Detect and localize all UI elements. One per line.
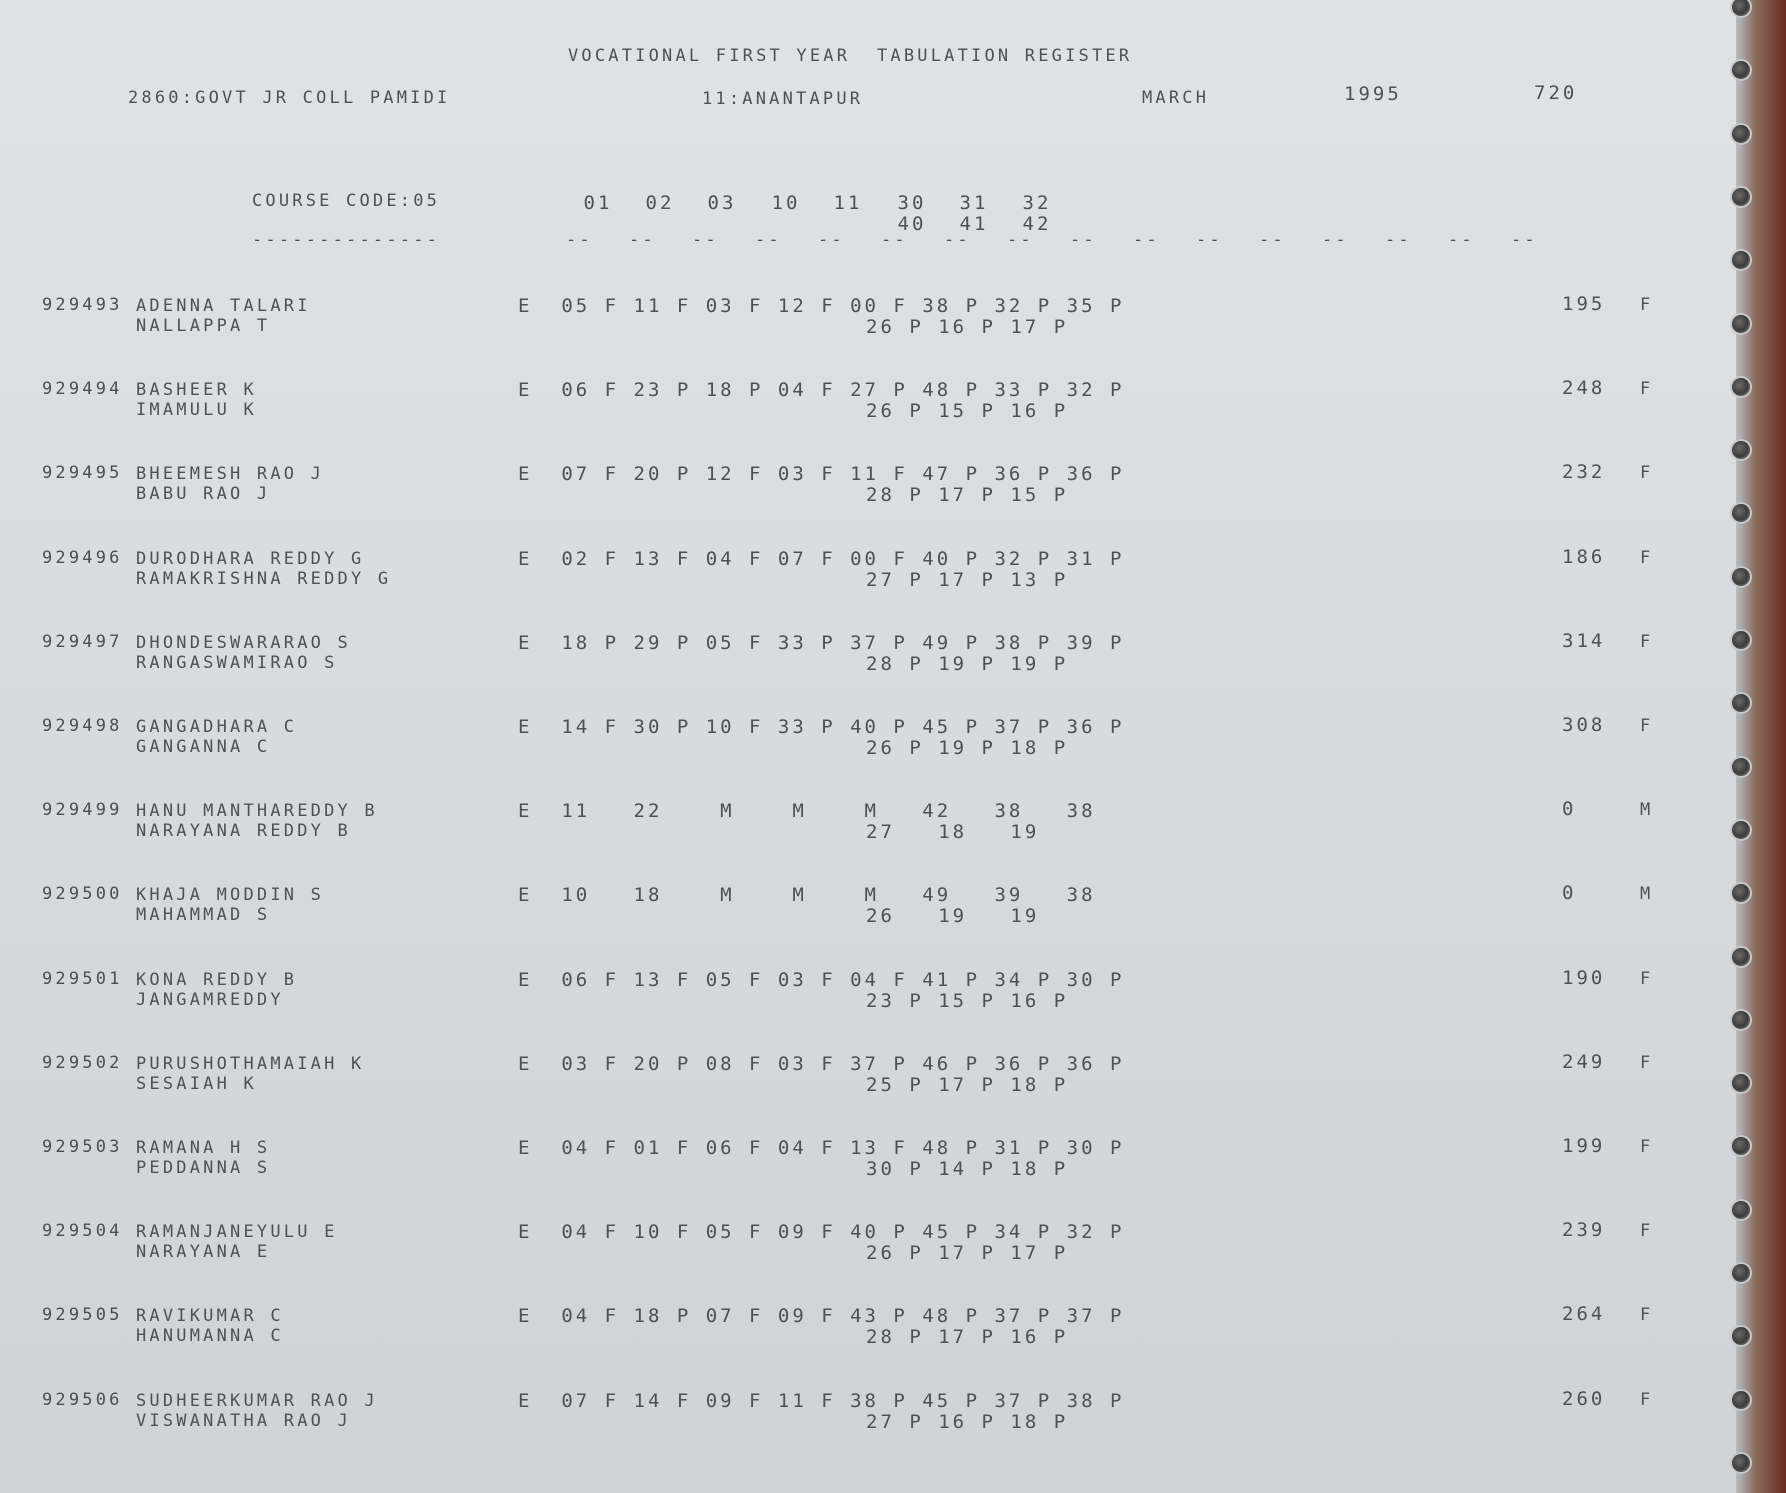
binder-hole bbox=[1732, 1201, 1750, 1219]
marks-line-2: 30 P 14 P 18 P bbox=[866, 1158, 1069, 1180]
total-marks: 199 bbox=[1562, 1135, 1606, 1157]
binder-hole bbox=[1732, 1454, 1750, 1472]
marks-line-2: 26 P 16 P 17 P bbox=[866, 316, 1069, 338]
result-code: M bbox=[1640, 800, 1654, 821]
roll-number: 929504 bbox=[42, 1221, 123, 1242]
college-name: 2860:GOVT JR COLL PAMIDI bbox=[128, 88, 451, 108]
binder-hole bbox=[1732, 821, 1750, 839]
marks-line-1: E 04 F 18 P 07 F 09 F 43 P 48 P 37 P 37 P bbox=[518, 1305, 1125, 1328]
exam-month: MARCH bbox=[1142, 88, 1210, 108]
binder-hole bbox=[1732, 188, 1750, 206]
result-code: F bbox=[1640, 547, 1654, 568]
marks-line-2: 26 19 19 bbox=[866, 905, 1040, 928]
total-marks: 239 bbox=[1562, 1219, 1606, 1242]
result-code: F bbox=[1640, 1137, 1654, 1157]
column-dash: -- bbox=[755, 230, 782, 250]
marks-line-1: E 10 18 M M M 49 39 38 bbox=[518, 884, 1096, 907]
total-marks: 0 bbox=[1562, 882, 1577, 905]
result-code: F bbox=[1640, 631, 1654, 652]
roll-number: 929500 bbox=[42, 884, 123, 905]
student-name: DURODHARA REDDY G bbox=[136, 548, 365, 569]
column-dash: -- bbox=[1070, 230, 1097, 250]
student-name: GANGADHARA C bbox=[136, 717, 298, 737]
student-name: BHEEMESH RAO J bbox=[136, 464, 325, 485]
father-name: SESAIAH K bbox=[136, 1073, 257, 1094]
marks-line-2: 28 P 17 P 16 P bbox=[866, 1326, 1069, 1349]
subject-code: 01 bbox=[583, 192, 613, 214]
marks-line-1: E 05 F 11 F 03 F 12 F 00 F 38 P 32 P 35 P bbox=[518, 295, 1125, 317]
marks-line-2: 26 P 15 P 16 P bbox=[866, 400, 1069, 423]
subject-code: 10 bbox=[771, 192, 801, 214]
father-name: HANUMANNA C bbox=[136, 1326, 284, 1347]
subject-code: 30 bbox=[897, 192, 927, 214]
marks-line-2: 28 P 17 P 15 P bbox=[866, 484, 1069, 507]
subject-code-sub: 41 bbox=[959, 213, 989, 235]
marks-line-1: E 04 F 01 F 06 F 04 F 13 F 48 P 31 P 30 P bbox=[518, 1137, 1125, 1159]
roll-number: 929496 bbox=[42, 547, 123, 568]
column-dash: -- bbox=[692, 230, 719, 250]
student-name: HANU MANTHAREDDY B bbox=[136, 801, 378, 822]
father-name: IMAMULU K bbox=[136, 400, 257, 421]
total-marks: 0 bbox=[1562, 798, 1577, 821]
column-dash: -- bbox=[1385, 230, 1412, 250]
marks-line-2: 26 P 19 P 18 P bbox=[866, 737, 1069, 759]
subject-code: 03 bbox=[707, 192, 737, 214]
result-code: F bbox=[1640, 1305, 1654, 1326]
father-name: RAMAKRISHNA REDDY G bbox=[136, 568, 392, 589]
roll-number: 929502 bbox=[42, 1052, 123, 1073]
subject-code-sub: 40 bbox=[897, 213, 927, 235]
binder-hole bbox=[1732, 125, 1750, 143]
roll-number: 929505 bbox=[42, 1305, 123, 1326]
total-marks: 248 bbox=[1562, 377, 1606, 400]
column-dash: -- bbox=[566, 230, 593, 250]
roll-number: 929501 bbox=[42, 968, 123, 989]
total-marks: 264 bbox=[1562, 1303, 1606, 1326]
student-name: RAMANJANEYULU E bbox=[136, 1222, 338, 1243]
student-name: KHAJA MODDIN S bbox=[136, 885, 325, 906]
column-dash: -- bbox=[1259, 230, 1286, 250]
district-name: 11:ANANTAPUR bbox=[702, 89, 864, 109]
student-name: RAMANA H S bbox=[136, 1138, 271, 1158]
father-name: GANGANNA C bbox=[136, 737, 271, 757]
student-name: PURUSHOTHAMAIAH K bbox=[136, 1053, 365, 1074]
column-dash: -- bbox=[1511, 230, 1538, 250]
binder-hole bbox=[1732, 1011, 1750, 1029]
total-marks: 186 bbox=[1562, 545, 1606, 568]
marks-line-2: 27 18 19 bbox=[866, 821, 1040, 844]
marks-line-1: E 11 22 M M M 42 38 38 bbox=[518, 800, 1096, 823]
student-name: RAVIKUMAR C bbox=[136, 1306, 284, 1327]
marks-line-1: E 14 F 30 P 10 F 33 P 40 P 45 P 37 P 36 P bbox=[518, 716, 1125, 738]
marks-line-1: E 03 F 20 P 08 F 03 F 37 P 46 P 36 P 36 P bbox=[518, 1052, 1125, 1075]
student-name: DHONDESWARARAO S bbox=[136, 632, 351, 653]
binder-hole bbox=[1732, 441, 1750, 459]
father-name: PEDDANNA S bbox=[136, 1158, 271, 1178]
subject-code: 31 bbox=[959, 192, 989, 214]
marks-line-1: E 06 F 13 F 05 F 03 F 04 F 41 P 34 P 30 P bbox=[518, 968, 1125, 991]
marks-line-2: 27 P 17 P 13 P bbox=[866, 568, 1069, 591]
father-name: RANGASWAMIRAO S bbox=[136, 652, 338, 673]
roll-number: 929503 bbox=[42, 1137, 123, 1157]
roll-number: 929497 bbox=[42, 631, 123, 652]
total-marks: 195 bbox=[1562, 293, 1606, 315]
register-title: VOCATIONAL FIRST YEAR TABULATION REGISTER bbox=[568, 46, 1133, 66]
total-marks: 249 bbox=[1562, 1050, 1606, 1073]
result-code: F bbox=[1640, 716, 1654, 736]
marks-line-1: E 07 F 14 F 09 F 11 F 38 P 45 P 37 P 38 P bbox=[518, 1389, 1125, 1412]
binder-hole bbox=[1732, 1074, 1750, 1092]
column-dash: -- bbox=[1196, 230, 1223, 250]
marks-line-2: 28 P 19 P 19 P bbox=[866, 652, 1069, 675]
roll-number: 929493 bbox=[42, 295, 123, 315]
roll-number: 929494 bbox=[42, 379, 123, 400]
column-dash: -- bbox=[1007, 230, 1034, 250]
father-name: NARAYANA REDDY B bbox=[136, 821, 351, 842]
subject-code-sub: 42 bbox=[1022, 213, 1052, 235]
roll-number: 929498 bbox=[42, 716, 123, 736]
roll-number: 929506 bbox=[42, 1389, 123, 1410]
page-number: 720 bbox=[1534, 82, 1578, 104]
result-code: F bbox=[1640, 379, 1654, 400]
father-name: VISWANATHA RAO J bbox=[136, 1410, 351, 1431]
total-marks: 260 bbox=[1562, 1387, 1606, 1410]
column-dash: -- bbox=[1448, 230, 1475, 250]
result-code: F bbox=[1640, 1052, 1654, 1073]
subject-code: 32 bbox=[1022, 192, 1052, 214]
father-name: BABU RAO J bbox=[136, 484, 271, 505]
binder-hole bbox=[1732, 1264, 1750, 1282]
subject-code: 02 bbox=[645, 192, 675, 214]
marks-line-2: 27 P 16 P 18 P bbox=[866, 1410, 1069, 1433]
column-dash: -- bbox=[944, 230, 971, 250]
total-marks: 190 bbox=[1562, 966, 1606, 989]
course-code-underline: -------------- bbox=[252, 230, 441, 250]
column-dash: -- bbox=[1322, 230, 1349, 250]
marks-line-1: E 07 F 20 P 12 F 03 F 11 F 47 P 36 P 36 P bbox=[518, 463, 1125, 486]
binder-hole bbox=[1732, 1391, 1750, 1409]
father-name: JANGAMREDDY bbox=[136, 989, 284, 1010]
course-code-label: COURSE CODE:05 bbox=[252, 191, 441, 211]
binder-hole bbox=[1732, 631, 1750, 649]
father-name: NARAYANA E bbox=[136, 1242, 271, 1263]
total-marks: 232 bbox=[1562, 461, 1606, 484]
result-code: M bbox=[1640, 884, 1654, 905]
marks-line-1: E 18 P 29 P 05 F 33 P 37 P 49 P 38 P 39 P bbox=[518, 631, 1125, 654]
result-code: F bbox=[1640, 295, 1654, 315]
marks-line-1: E 04 F 10 F 05 F 09 F 40 P 45 P 34 P 32 P bbox=[518, 1221, 1125, 1244]
column-dash: -- bbox=[881, 230, 908, 250]
exam-year: 1995 bbox=[1344, 83, 1402, 105]
father-name: NALLAPPA T bbox=[136, 316, 271, 336]
marks-line-2: 25 P 17 P 18 P bbox=[866, 1073, 1069, 1096]
binder-hole bbox=[1732, 568, 1750, 586]
binder-hole bbox=[1732, 948, 1750, 966]
subject-code: 11 bbox=[833, 192, 863, 214]
binder-hole bbox=[1732, 758, 1750, 776]
result-code: F bbox=[1640, 1221, 1654, 1242]
total-marks: 308 bbox=[1562, 714, 1606, 736]
binder-hole bbox=[1732, 315, 1750, 333]
student-name: KONA REDDY B bbox=[136, 969, 298, 990]
roll-number: 929499 bbox=[42, 800, 123, 821]
binder-hole bbox=[1732, 378, 1750, 396]
father-name: MAHAMMAD S bbox=[136, 905, 271, 926]
student-name: BASHEER K bbox=[136, 380, 257, 401]
column-dash: -- bbox=[818, 230, 845, 250]
marks-line-1: E 06 F 23 P 18 P 04 F 27 P 48 P 33 P 32 P bbox=[518, 379, 1125, 402]
column-dash: -- bbox=[1133, 230, 1160, 250]
student-name: ADENNA TALARI bbox=[136, 296, 311, 316]
result-code: F bbox=[1640, 463, 1654, 484]
column-dash: -- bbox=[629, 230, 656, 250]
student-name: SUDHEERKUMAR RAO J bbox=[136, 1390, 378, 1411]
result-code: F bbox=[1640, 1389, 1654, 1410]
result-code: F bbox=[1640, 968, 1654, 989]
roll-number: 929495 bbox=[42, 463, 123, 484]
total-marks: 314 bbox=[1562, 629, 1606, 652]
marks-line-2: 23 P 15 P 16 P bbox=[866, 989, 1069, 1012]
marks-line-2: 26 P 17 P 17 P bbox=[866, 1242, 1069, 1265]
marks-line-1: E 02 F 13 F 04 F 07 F 00 F 40 P 32 P 31 P bbox=[518, 547, 1125, 570]
